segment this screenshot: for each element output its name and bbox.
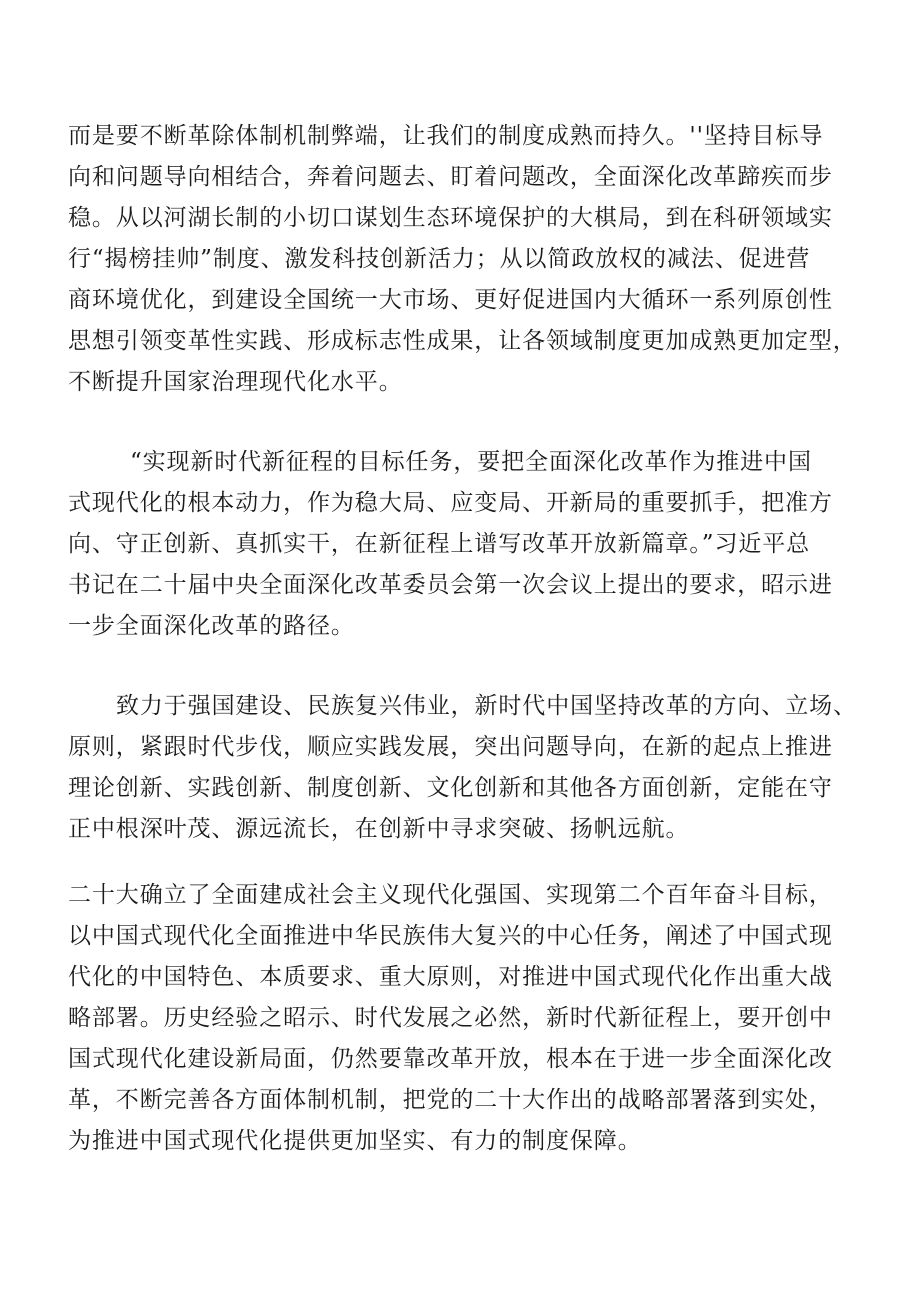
text-line: 革，不断完善各方面体制机制，把党的二十大作出的战略部署落到实处，: [68, 1087, 833, 1113]
text-line: 理论创新、实践创新、制度创新、文化创新和其他各方面创新，定能在守: [68, 775, 833, 801]
text-line: 以中国式现代化全面推进中华民族伟大复兴的中心任务，阐述了中国式现: [68, 923, 833, 949]
text-line: 向、守正创新、真抓实干，在新征程上谱写改革开放新篇章。”习近平总: [68, 531, 811, 557]
text-line: 不断提升国家治理现代化水平。: [68, 369, 403, 395]
text-line: 稳。从以河湖长制的小切口谋划生态环境保护的大棋局，到在科研领域实: [68, 205, 833, 231]
text-line: 商环境优化，到建设全国统一大市场、更好促进国内大循环一系列原创性: [68, 287, 833, 313]
text-line: 书记在二十届中央全面深化改革委员会第一次会议上提出的要求，昭示进: [68, 572, 833, 598]
text-line: 为推进中国式现代化提供更加坚实、有力的制度保障。: [68, 1128, 642, 1154]
text-line: 一步全面深化改革的路径。: [68, 613, 355, 639]
text-line: 国式现代化建设新局面，仍然要靠改革开放，根本在于进一步全面深化改: [68, 1046, 833, 1072]
text-line: 原则，紧跟时代步伐，顺应实践发展，突出问题导向，在新的起点上推进: [68, 734, 833, 760]
text-line: 二十大确立了全面建成社会主义现代化强国、实现第二个百年奋斗目标，: [68, 882, 833, 908]
text-line: 式现代化的根本动力，作为稳大局、应变局、开新局的重要抓手，把准方: [68, 490, 833, 516]
text-line: 略部署。历史经验之昭示、时代发展之必然，新时代新征程上，要开创中: [68, 1005, 833, 1031]
text-line: 向和问题导向相结合，奔着问题去、盯着问题改，全面深化改革蹄疾而步: [68, 164, 833, 190]
text-line: 行“揭榜挂帅”制度、激发科技创新活力；从以简政放权的减法、促进营: [68, 246, 811, 272]
text-line: 正中根深叶茂、源远流长，在创新中寻求突破、扬帆远航。: [68, 816, 690, 842]
text-line: 代化的中国特色、本质要求、重大原则，对推进中国式现代化作出重大战: [68, 964, 833, 990]
text-line: “实现新时代新征程的目标任务，要把全面深化改革作为推进中国: [130, 449, 812, 475]
text-line: 致力于强国建设、民族复兴伟业，新时代中国坚持改革的方向、立场、: [116, 693, 857, 719]
text-line: 而是要不断革除体制机制弊端，让我们的制度成熟而持久。''坚持目标导: [68, 123, 824, 149]
text-line: 思想引领变革性实践、形成标志性成果，让各领域制度更加成熟更加定型，: [68, 328, 857, 354]
